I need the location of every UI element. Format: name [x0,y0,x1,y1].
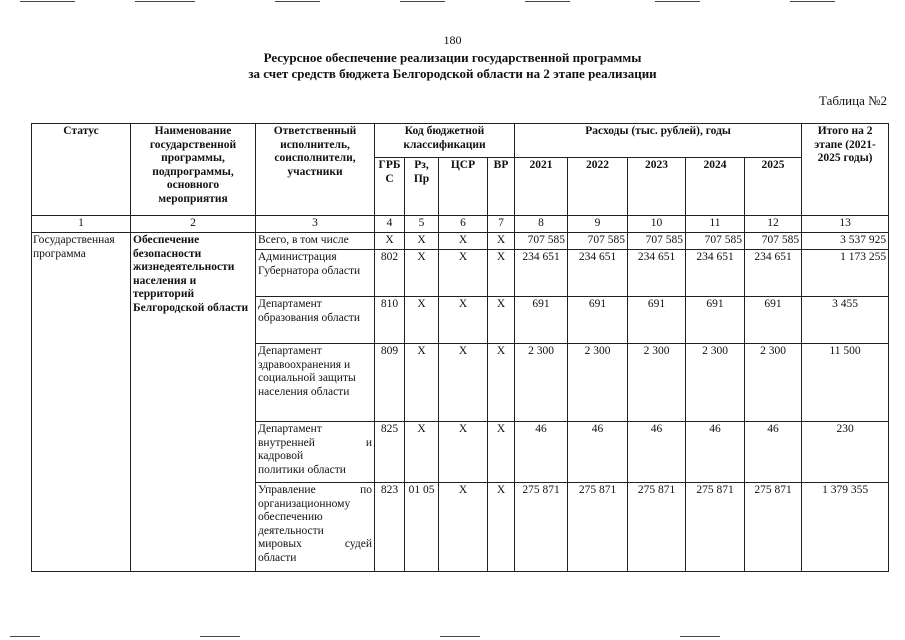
participant-line: обеспечению [258,511,323,523]
rzpr-cell: X [405,250,439,297]
grbs-cell: 810 [375,297,405,344]
vr-cell: X [488,483,515,572]
column-number-row [32,216,889,233]
value-2025: 707 585 [745,233,802,250]
participant-word: судей [344,538,372,550]
csr-cell: X [439,483,488,572]
participant-line: политики области [258,463,346,476]
value-2021: 707 585 [515,233,568,250]
participant-line: организационному [258,497,351,510]
header-total: Итого на 2 этапе (2021-2025 годы) [802,124,889,216]
participant-cell: Департамент образования области [256,297,375,344]
vr-cell: X [488,344,515,422]
grbs-cell: 809 [375,344,405,422]
scan-edge-top-7 [790,1,835,2]
value-2023: 2 300 [628,344,686,422]
rzpr-cell: 01 05 [405,483,439,572]
scan-edge-top-5 [525,1,570,2]
grbs-cell: 825 [375,422,405,483]
scan-edge-top-1 [20,1,75,2]
col-number: 6 [439,216,488,233]
value-2022: 46 [568,422,628,483]
value-total: 230 [802,422,889,483]
grbs-cell: 823 [375,483,405,572]
participant-word: Управление [258,484,316,496]
value-2025: 691 [745,297,802,344]
rzpr-cell: X [405,233,439,250]
csr-cell: X [439,344,488,422]
participant-cell [256,483,375,572]
header-year-2022: 2022 [568,158,628,216]
value-2022: 707 585 [568,233,628,250]
header-code-group: Код бюджетной классификации [375,124,515,158]
rzpr-cell: X [405,297,439,344]
header-name: Наименование государственной программы, подпрограммы, основного мероприятия [131,124,256,216]
col-number: 3 [256,216,375,233]
header-year-2024: 2024 [686,158,745,216]
header-grbs: ГРБ С [375,158,405,216]
participant-line: области [258,551,297,564]
participant-line [258,538,372,552]
col-number: 10 [628,216,686,233]
scan-edge-top-6 [655,1,700,2]
participant-word: внутренней [258,436,315,449]
header-year-2021: 2021 [515,158,568,216]
scan-edge-bottom-3 [440,636,480,637]
csr-cell: X [439,422,488,483]
value-2021: 691 [515,297,568,344]
header-vr: ВР [488,158,515,216]
value-2025: 46 [745,422,802,483]
value-2024: 234 651 [686,250,745,297]
value-total: 3 537 925 [802,233,889,250]
resource-table [31,123,889,572]
value-total: 3 455 [802,297,889,344]
col-number: 11 [686,216,745,233]
value-2023: 707 585 [628,233,686,250]
vr-cell: X [488,233,515,250]
document-title [0,50,905,82]
value-2025: 2 300 [745,344,802,422]
header-year-2025: 2025 [745,158,802,216]
scan-edge-top-4 [400,1,445,2]
value-2022: 2 300 [568,344,628,422]
value-2021: 275 871 [515,483,568,572]
vr-cell: X [488,297,515,344]
table-label: Таблица №2 [818,93,887,108]
participant-cell: Департамент здравоохранения и социальной защиты населения области [256,344,375,422]
col-number: 8 [515,216,568,233]
participant-line: деятельности [258,524,324,537]
value-2023: 46 [628,422,686,483]
value-2024: 2 300 [686,344,745,422]
participant-cell: Всего, в том числе [256,233,375,250]
value-2023: 234 651 [628,250,686,297]
program-name-cell: Обеспечение безопасности жизнедеятельности населения и территорий Белгородской области [131,233,256,572]
csr-cell: X [439,233,488,250]
grbs-cell: 802 [375,250,405,297]
csr-cell: X [439,250,488,297]
header-status: Статус [32,124,131,216]
vr-cell: X [488,422,515,483]
header-year-2023: 2023 [628,158,686,216]
col-number: 4 [375,216,405,233]
value-2022: 234 651 [568,250,628,297]
participant-line [258,437,372,451]
scan-edge-top-3 [275,1,320,2]
participant-line: кадровой [258,450,304,462]
value-2022: 275 871 [568,483,628,572]
title-line-2: за счет средств бюджета Белгородской области на 2 этапе реализации [248,66,657,81]
col-number: 1 [32,216,131,233]
value-total: 1 379 355 [802,483,889,572]
status-cell: Государственная программа [32,233,131,572]
vr-cell: X [488,250,515,297]
title-line-1: Ресурсное обеспечение реализации государственной программы [263,50,642,65]
value-2021: 234 651 [515,250,568,297]
col-number: 2 [131,216,256,233]
header-responsible: Ответственный исполнитель, соисполнители, участники [256,124,375,216]
value-2023: 691 [628,297,686,344]
csr-cell: X [439,297,488,344]
col-number: 7 [488,216,515,233]
header-csr: ЦСР [439,158,488,216]
rzpr-cell: X [405,344,439,422]
participant-word: по [360,484,372,496]
value-2021: 2 300 [515,344,568,422]
value-2025: 275 871 [745,483,802,572]
value-2024: 691 [686,297,745,344]
value-2024: 275 871 [686,483,745,572]
value-2024: 707 585 [686,233,745,250]
scan-edge-top-2 [135,1,195,2]
header-expenses-group: Расходы (тыс. рублей), годы [515,124,802,158]
value-2024: 46 [686,422,745,483]
col-number: 12 [745,216,802,233]
participant-word: мировых [258,538,302,550]
participant-cell [256,422,375,483]
value-total: 1 173 255 [802,250,889,297]
scan-edge-bottom-1 [10,636,40,637]
col-number: 9 [568,216,628,233]
value-2022: 691 [568,297,628,344]
col-number: 13 [802,216,889,233]
value-2021: 46 [515,422,568,483]
table-row [32,233,889,250]
value-2025: 234 651 [745,250,802,297]
participant-word: и [365,436,372,449]
value-2023: 275 871 [628,483,686,572]
participant-cell: Администрация Губернатора области [256,250,375,297]
header-row-1 [32,124,889,158]
scan-edge-bottom-2 [200,636,240,637]
rzpr-cell: X [405,422,439,483]
col-number: 5 [405,216,439,233]
page-number: 180 [443,33,462,47]
participant-line: Департамент [258,423,322,435]
grbs-cell: X [375,233,405,250]
participant-line [258,484,372,498]
value-total: 11 500 [802,344,889,422]
header-rzpr: Рз, Пр [405,158,439,216]
scan-edge-bottom-4 [680,636,720,637]
